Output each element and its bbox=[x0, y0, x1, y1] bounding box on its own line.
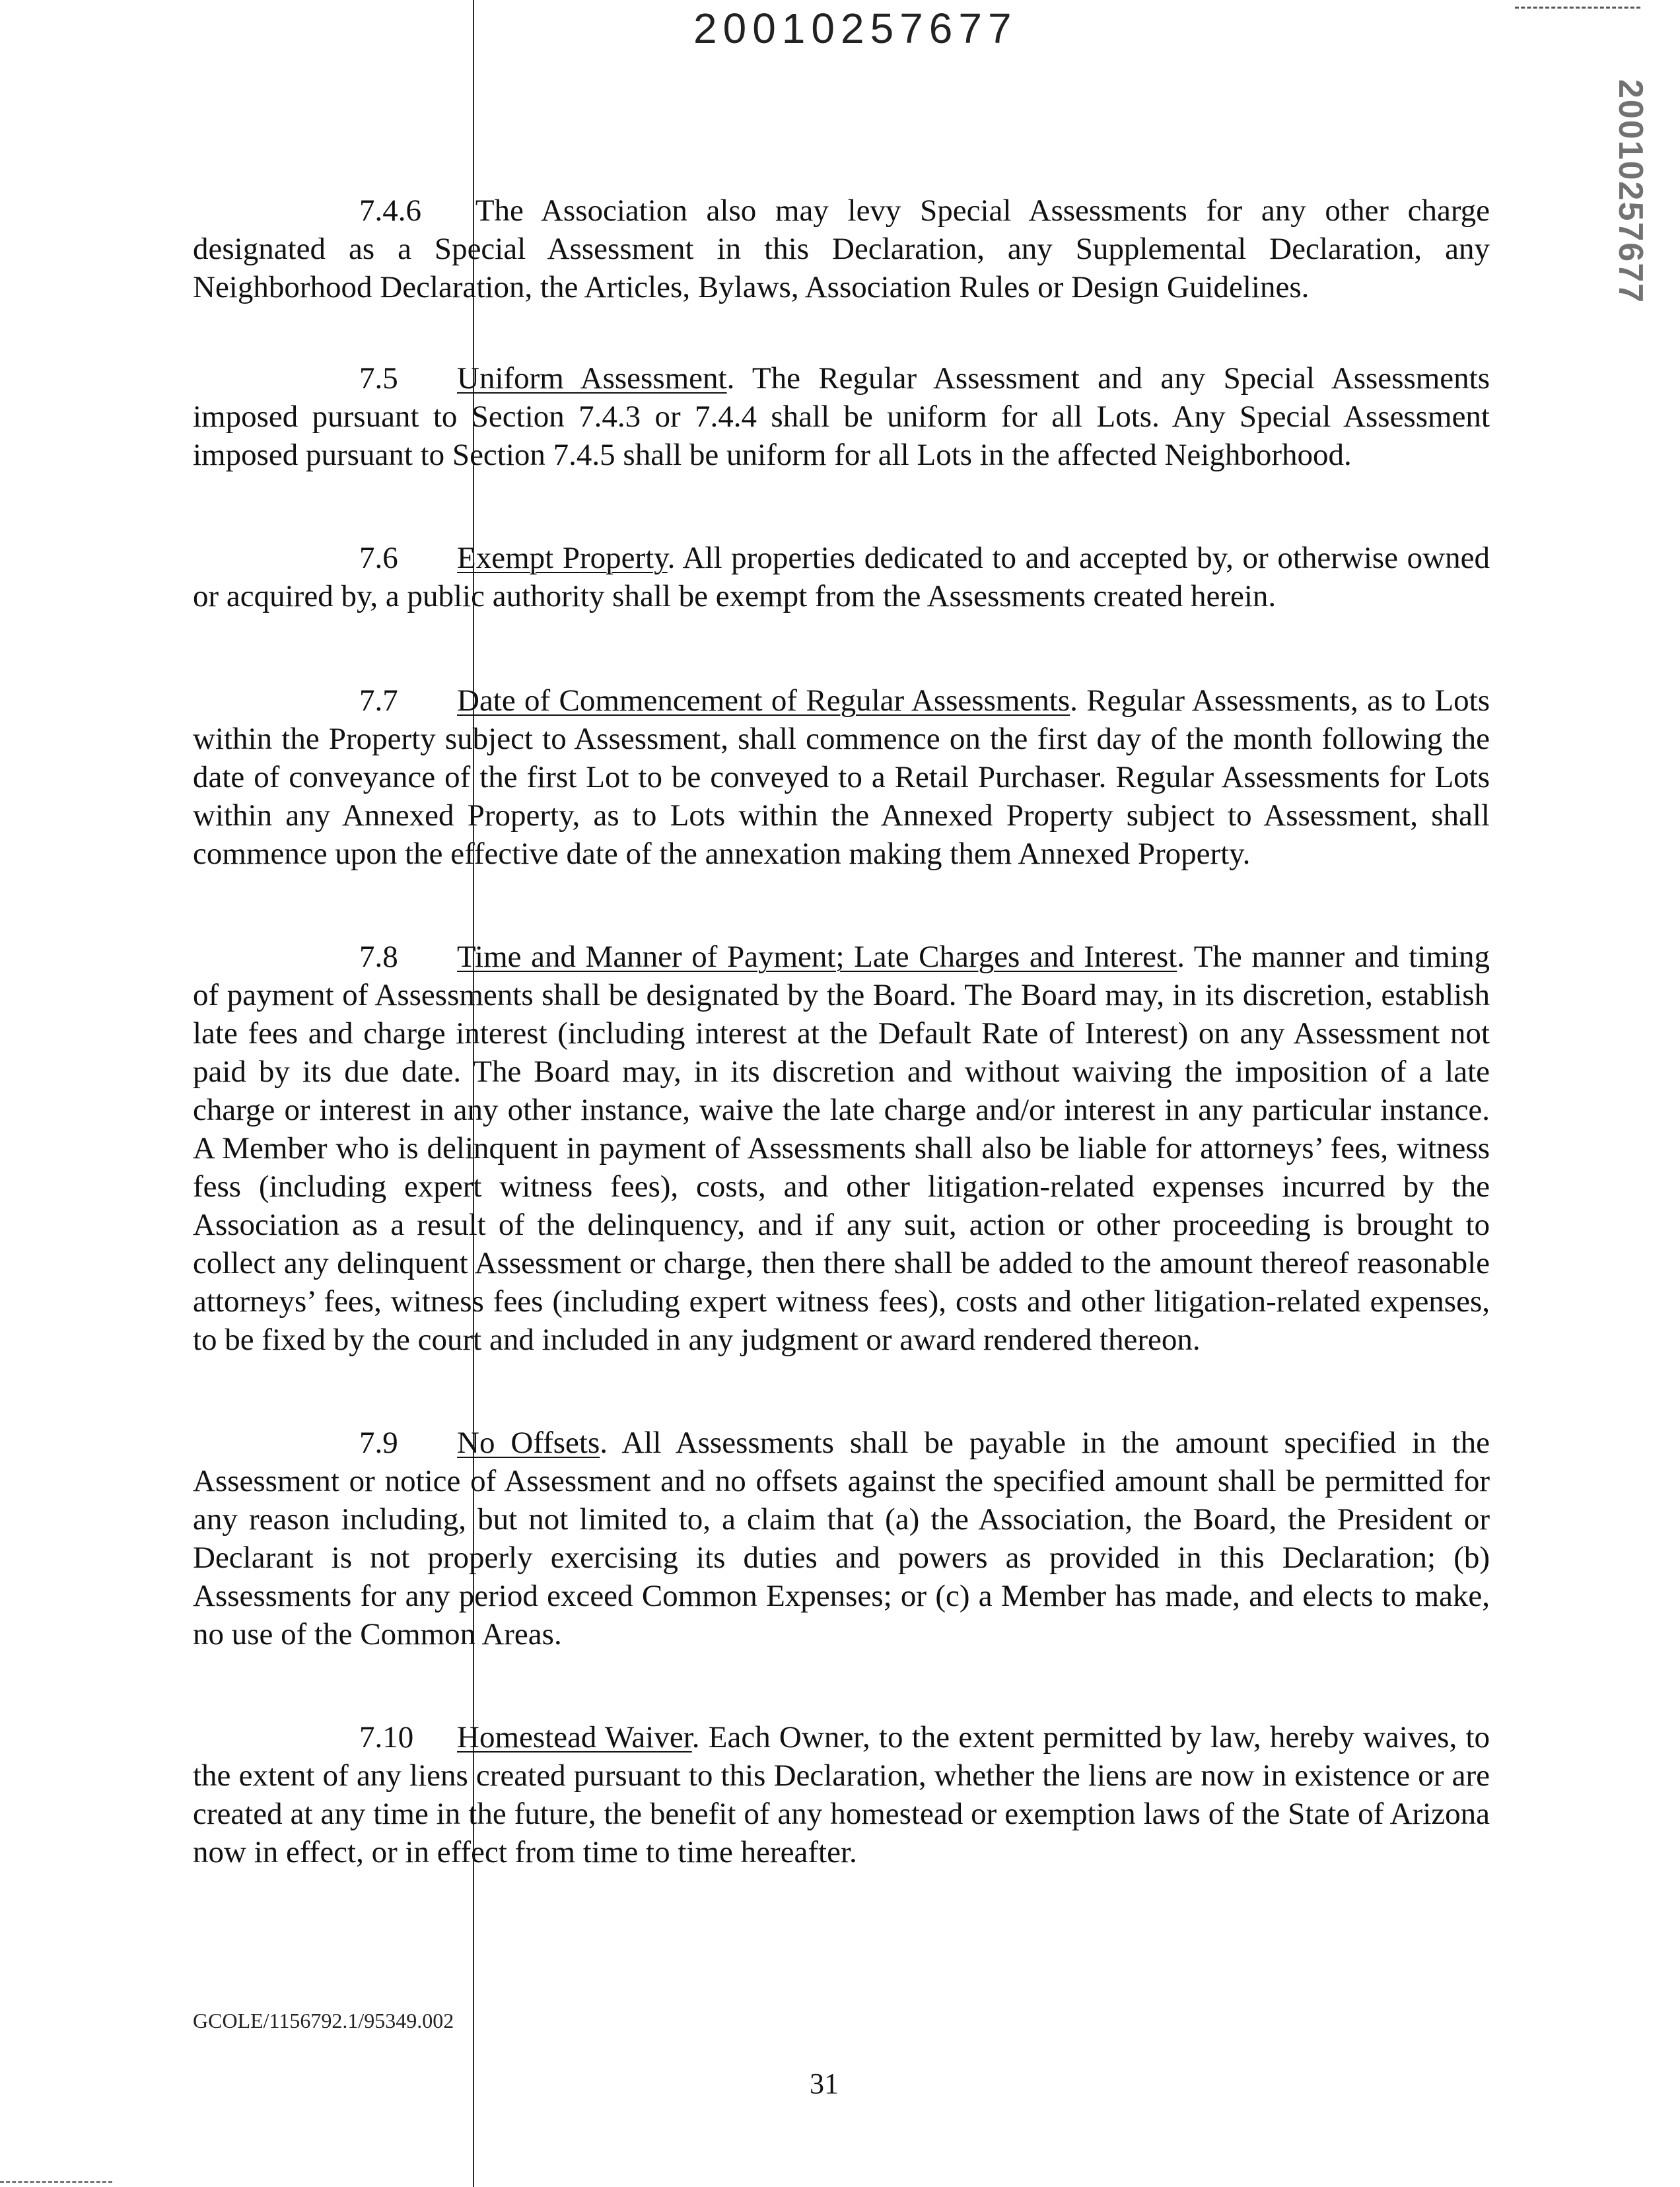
section-heading: Homestead Waiver bbox=[457, 1720, 692, 1754]
section-text: All Assessments shall be payable in the amount specified in the Assessment or notice of Assessment and no offsets against the specified amount shall be permitted for any reason including, but not limited to, a claim that (a) the Association, the Board, the President or Declarant is not properly exercising its duties and powers as provided in this Declaration; (b) Assessments for any period exceed Common Expenses; or (c) a Member has made, and elects to make, no use of the Common Areas. bbox=[193, 1426, 1490, 1651]
section-heading: Date of Commencement of Regular Assessments bbox=[457, 683, 1070, 718]
section-text: The Regular Assessment and any Special Assessments imposed pursuant to Section 7.4.3 or 7.4.4 shall be uniform for all Lots. Any Special Assessment imposed pursuant to Section 7.4.5 shall be uniform for all Lots in the affected Neighborhood. bbox=[193, 361, 1490, 472]
section-heading: Uniform Assessment bbox=[457, 361, 727, 396]
section-7-5: 7.5 Uniform Assessment. The Regular Assessment and any Special Assessments imposed pursuant to Section 7.4.3 or 7.4.4 shall be uniform for all Lots. Any Special Assessment imposed pursuant to Section 7.4.5 shall be uniform for all Lots in the affected Neighborhood. bbox=[193, 359, 1490, 474]
section-text: Each Owner, to the extent permitted by law, hereby waives, to the extent of any liens created pursuant to this Declaration, whether the liens are now in existence or are created at any time in the future, the benefit of any homestead or exemption laws of the State of Arizona now in effect, or in effect from time to time hereafter. bbox=[193, 1720, 1490, 1869]
footer-document-reference: GCOLE/1156792.1/95349.002 bbox=[193, 2009, 454, 2032]
document-body bbox=[193, 191, 1490, 1871]
section-number: 7.7 bbox=[359, 683, 398, 718]
section-7-9: 7.9 No Offsets. All Assessments shall be payable in the amount specified in the Assessment or notice of Assessment and no offsets against the specified amount shall be permitted for any reason including, but not limited to, a claim that (a) the Association, the Board, the President or Declarant is not properly exercising its duties and powers as provided in this Declaration; (b) Assessments for any period exceed Common Expenses; or (c) a Member has made, and elects to make, no use of the Common Areas. bbox=[193, 1424, 1490, 1653]
side-stamp bbox=[1601, 79, 1660, 304]
section-number: 7.10 bbox=[359, 1720, 414, 1754]
section-number: 7.9 bbox=[359, 1426, 398, 1460]
section-7-8: 7.8 Time and Manner of Payment; Late Charges and Interest. The manner and timing of payment of Assessments shall be designated by the Board. The Board may, in its discretion, establish late fees and charge interest (including interest at the Default Rate of Interest) on any Assessment not paid by its due date. The Board may, in its discretion and without waiving the imposition of a late charge or interest in any other instance, waive the late charge and/or interest in any particular instance. A Member who is delinquent in payment of Assessments shall also be liable for attorneys’ fees, witness fess (including expert witness fees), costs, and other litigation-related expenses incurred by the Association as a result of the delinquency, and if any suit, action or other proceeding is brought to collect any delinquent Assessment or charge, then there shall be added to the amount thereof reasonable attorneys’ fees, witness fees (including expert witness fees), costs and other litigation-related expenses, to be fixed by the court and included in any judgment or award rendered thereon. bbox=[193, 938, 1490, 1359]
scan-artifact-mark bbox=[1515, 7, 1640, 11]
section-heading: No Offsets bbox=[457, 1426, 600, 1460]
section-7-4-6 bbox=[193, 191, 1490, 306]
section-7-6: 7.6 Exempt Property. All properties dedicated to and accepted by, or otherwise owned or acquired by, a public authority shall be exempt from the Assessments created herein. bbox=[193, 539, 1490, 615]
section-7-7: 7.7 Date of Commencement of Regular Assessments. Regular Assessments, as to Lots within the Property subject to Assessment, shall commence on the first day of the month following the date of conveyance of the first Lot to be conveyed to a Retail Purchaser. Regular Assessments for Lots within any Annexed Property, as to Lots within the Annexed Property subject to Assessment, shall commence upon the effective date of the annexation making them Annexed Property. bbox=[193, 681, 1490, 873]
section-number: 7.6 bbox=[359, 541, 398, 575]
section-7-10: 7.10 Homestead Waiver. Each Owner, to the extent permitted by law, hereby waives, to the extent of any liens created pursuant to this Declaration, whether the liens are now in existence or are created at any time in the future, the benefit of any homestead or exemption laws of the State of Arizona now in effect, or in effect from time to time hereafter. bbox=[193, 1718, 1490, 1871]
document-number: 20010257677 bbox=[693, 5, 1018, 52]
section-text: All properties dedicated to and accepted by, or otherwise owned or acquired by, a public authority shall be exempt from the Assessments created herein. bbox=[193, 541, 1490, 613]
side-stamp-text: 20010257677 bbox=[1611, 79, 1650, 304]
section-heading: Exempt Property bbox=[457, 541, 668, 575]
scan-artifact-bottom-mark bbox=[0, 2181, 112, 2187]
page-number: 31 bbox=[810, 2067, 839, 2100]
section-heading: Time and Manner of Payment; Late Charges and Interest bbox=[457, 940, 1177, 974]
section-text: Regular Assessments, as to Lots within the Property subject to Assessment, shall commence on the first day of the month following the date of conveyance of the first Lot to be conveyed to a Retail Purchaser. Regular Assessments for Lots within any Annexed Property, as to Lots within the Annexed Property subject to Assessment, shall commence upon the effective date of the annexation making them Annexed Property. bbox=[193, 683, 1490, 871]
section-number: 7.5 bbox=[359, 361, 398, 396]
section-text: The Association also may levy Special Assessments for any other charge designated as a Special Assessment in this Declaration, any Supplemental Declaration, any Neighborhood Declaration, the Articles, Bylaws, Association Rules or Design Guidelines. bbox=[193, 193, 1490, 304]
section-number: 7.8 bbox=[359, 940, 398, 974]
section-text: The manner and timing of payment of Assessments shall be designated by the Board. The Board may, in its discretion, establish late fees and charge interest (including interest at the Default Rate of Interest) on any Assessment not paid by its due date. The Board may, in its discretion and without waiving the imposition of a late charge or interest in any other instance, waive the late charge and/or interest in any particular instance. A Member who is delinquent in payment of Assessments shall also be liable for attorneys’ fees, witness fess (including expert witness fees), costs, and other litigation-related expenses incurred by the Association as a result of the delinquency, and if any suit, action or other proceeding is brought to collect any delinquent Assessment or charge, then there shall be added to the amount thereof reasonable attorneys’ fees, witness fees (including expert witness fees), costs and other litigation-related expenses, to be fixed by the court and included in any judgment or award rendered thereon. bbox=[193, 940, 1490, 1357]
section-number: 7.4.6 bbox=[359, 193, 421, 228]
